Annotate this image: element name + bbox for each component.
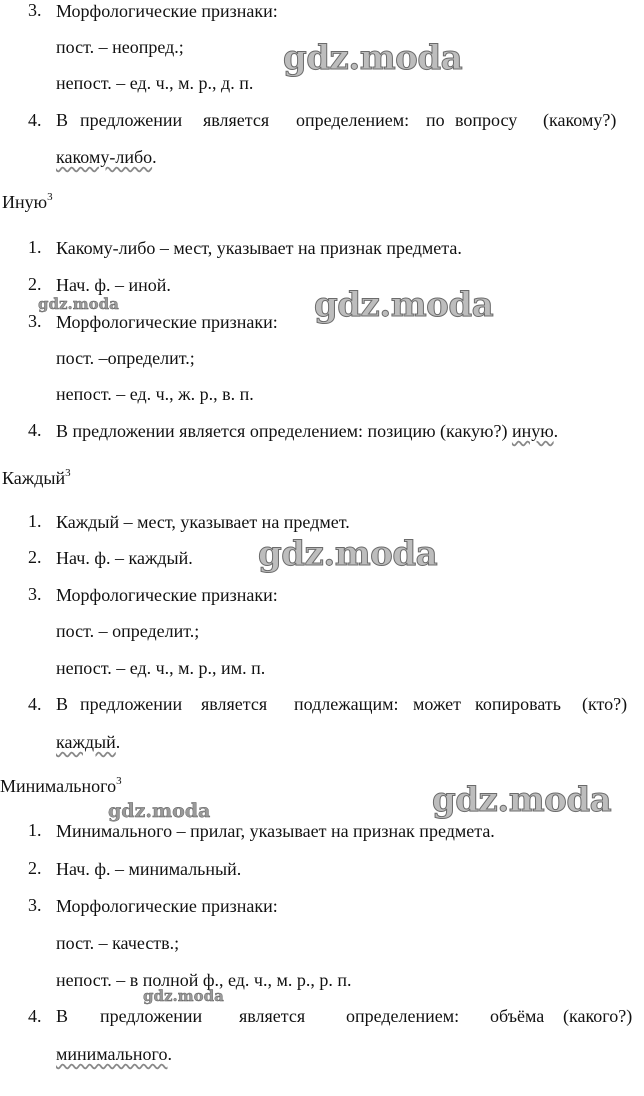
period: . (553, 421, 559, 441)
underlined-word: какому-либо (56, 147, 153, 167)
justified-word: В (56, 1006, 69, 1026)
section-title (2, 462, 71, 489)
watermark: gdz.moda (143, 987, 224, 1005)
justified-word: может (413, 694, 461, 714)
justified-word: предложении (80, 110, 183, 130)
justified-word: является (239, 1006, 306, 1026)
justified-word: является (203, 110, 270, 130)
justified-word: вопросу (455, 110, 518, 130)
underlined-word: иную (511, 421, 554, 441)
justified-word: (какого?) (563, 1006, 633, 1026)
justified-word: (кто?) (582, 694, 628, 714)
list-item-text: Минимального – прилаг, указывает на признак предмета. (56, 821, 495, 841)
justified-word: объёма (490, 1006, 545, 1026)
answer-line (56, 1043, 172, 1065)
list-item-text: Нач. ф. – иной. (56, 275, 171, 295)
section-title-text: Иную (2, 192, 48, 212)
section-title-text: Минимального (0, 776, 117, 796)
list-item-text: Морфологические признаки: (56, 312, 278, 332)
section-title-text: Каждый (2, 468, 66, 488)
justified-word: В (56, 694, 69, 714)
watermark: gdz.moda (314, 285, 494, 325)
section-title (2, 186, 53, 213)
item-number: 3. (28, 0, 42, 20)
underlined-word: минимального (56, 1044, 168, 1064)
item-number: 4. (28, 110, 42, 130)
list-item-text: Какому-либо – мест, указывает на признак предмета. (56, 238, 462, 258)
watermark: gdz.moda (108, 800, 211, 822)
list-item-text: Морфологические признаки: (56, 896, 278, 916)
justified-word: (какому?) (543, 110, 617, 130)
item-number: 1. (28, 820, 42, 840)
item-number: 2. (28, 858, 42, 878)
justified-word: В (56, 110, 69, 130)
item-number: 4. (28, 1006, 42, 1026)
justified-word: предложении (80, 694, 183, 714)
item-number: 3. (28, 895, 42, 915)
variable-features: непост. – ед. ч., м. р., д. п. (56, 73, 254, 93)
list-item-text: Нач. ф. – каждый. (56, 548, 193, 568)
watermark: gdz.moda (258, 534, 438, 574)
constant-features: пост. – качеств.; (56, 933, 180, 953)
constant-features: пост. – неопред.; (56, 37, 184, 57)
list-item-text: Нач. ф. – минимальный. (56, 859, 242, 879)
justified-word: по (426, 110, 445, 130)
list-item-text: Морфологические признаки: (56, 585, 278, 605)
variable-features: непост. – в полной ф., ед. ч., м. р., р. п. (56, 970, 352, 990)
variable-features: непост. – ед. ч., ж. р., в. п. (56, 384, 254, 404)
list-item-body: В предложении является определением: позицию (какую?) (56, 421, 508, 441)
constant-features: пост. – определит.; (56, 621, 200, 641)
footnote-mark: 3 (65, 467, 71, 479)
period: . (152, 147, 157, 167)
list-item-text: Каждый – мест, указывает на предмет. (56, 512, 350, 532)
item-number: 1. (28, 511, 42, 531)
item-number: 3. (28, 311, 42, 331)
item-number: 4. (28, 420, 42, 440)
list-item-text (56, 420, 558, 442)
footnote-mark: 3 (116, 775, 122, 787)
justified-word: определением: (346, 1006, 460, 1026)
answer-line (56, 146, 157, 168)
justified-word: предложении (100, 1006, 203, 1026)
period: . (115, 732, 121, 752)
underlined-word: каждый (56, 732, 116, 752)
watermark: gdz.moda (38, 295, 119, 313)
watermark: gdz.moda (432, 780, 612, 820)
justified-word: копировать (475, 694, 561, 714)
footnote-mark: 3 (47, 191, 53, 203)
justified-word: определением: (296, 110, 410, 130)
watermark: gdz.moda (283, 38, 463, 78)
justified-word: подлежащим: (294, 694, 399, 714)
item-number: 4. (28, 694, 42, 714)
answer-line (56, 731, 120, 753)
item-number: 2. (28, 547, 42, 567)
period: . (167, 1044, 172, 1064)
item-number: 2. (28, 274, 42, 294)
variable-features: непост. – ед. ч., м. р., им. п. (56, 658, 266, 678)
item-number: 3. (28, 584, 42, 604)
item-number: 1. (28, 237, 42, 257)
section-title (0, 770, 122, 797)
justified-word: является (201, 694, 268, 714)
constant-features: пост. –определит.; (56, 348, 195, 368)
list-item-text: Морфологические признаки: (56, 1, 278, 21)
